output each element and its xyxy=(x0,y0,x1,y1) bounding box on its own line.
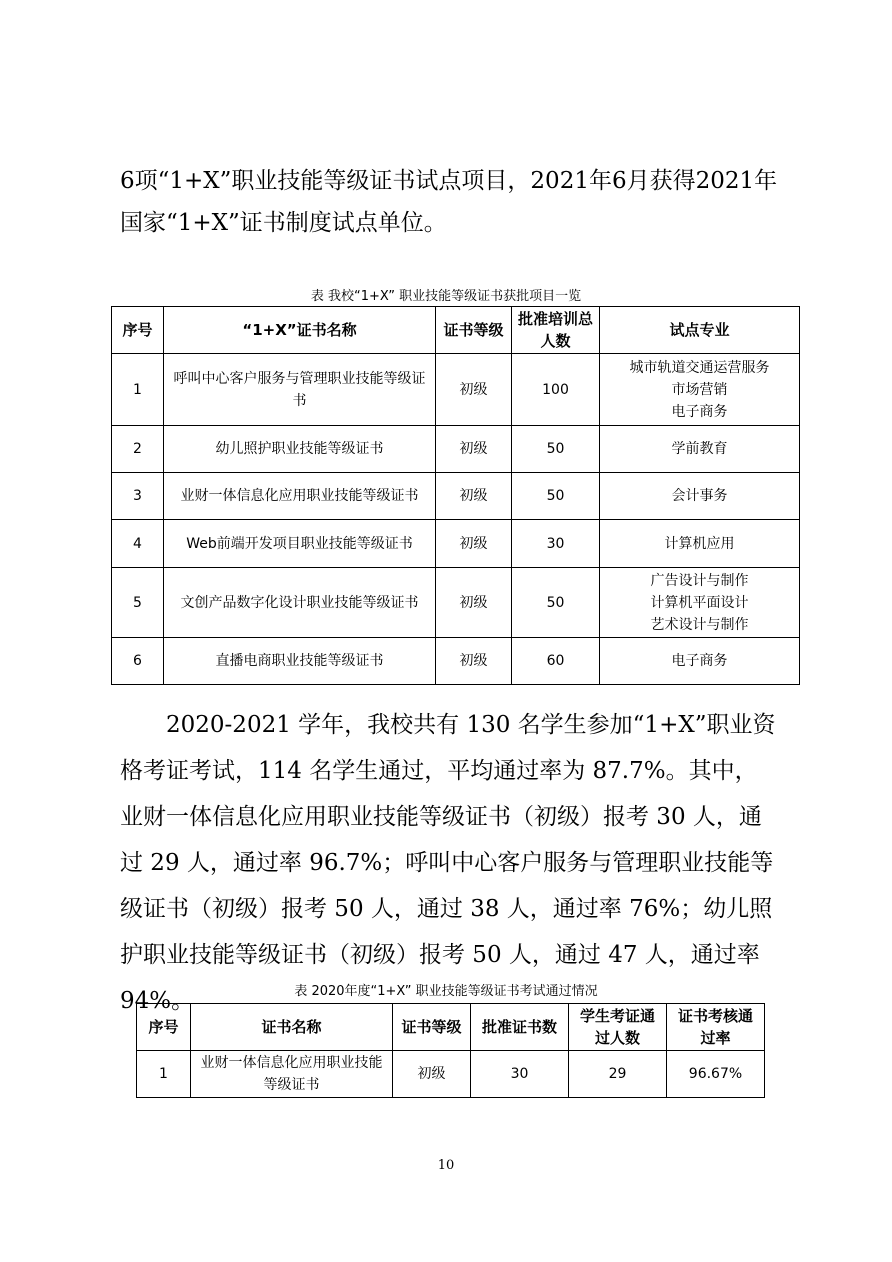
table-header-row xyxy=(137,1004,765,1051)
row-majors xyxy=(600,568,800,638)
intro-line-1: 6项“1+X”职业技能等级证书试点项目，2021年6月获得2021年 xyxy=(120,168,778,194)
row-cert-name: 业财一体信息化应用职业技能等级证书 xyxy=(164,473,436,520)
table1-caption: 表 我校“1+X” 职业技能等级证书获批项目一览 xyxy=(310,289,582,304)
row-count: 50 xyxy=(512,568,600,638)
row-no: 4 xyxy=(112,520,164,568)
row-rate: 96.67% xyxy=(667,1051,765,1098)
header-level: 证书等级 xyxy=(393,1004,471,1051)
row-no: 3 xyxy=(112,473,164,520)
row-majors xyxy=(600,638,800,685)
row-no: 5 xyxy=(112,568,164,638)
header-no: 序号 xyxy=(112,307,164,354)
major-item: 广告设计与制作 xyxy=(650,572,749,589)
intro-paragraph xyxy=(120,160,780,244)
row-cert-name: 幼儿照护职业技能等级证书 xyxy=(164,426,436,473)
major-item: 电子商务 xyxy=(671,403,728,420)
header-majors: 试点专业 xyxy=(600,307,800,354)
row-count: 60 xyxy=(512,638,600,685)
major-item: 计算机平面设计 xyxy=(650,594,749,611)
intro-line-2: 国家“1+X”证书制度试点单位。 xyxy=(120,210,447,236)
row-passed: 29 xyxy=(569,1051,667,1098)
header-cert-name: 证书名称 xyxy=(191,1004,393,1051)
row-level: 初级 xyxy=(436,426,512,473)
results-paragraph xyxy=(120,702,780,1024)
table-row xyxy=(112,354,800,426)
row-level: 初级 xyxy=(436,638,512,685)
row-majors xyxy=(600,473,800,520)
row-cert-name: 文创产品数字化设计职业技能等级证书 xyxy=(164,568,436,638)
major-item: 艺术设计与制作 xyxy=(650,616,749,633)
header-passed: 学生考证通过人数 xyxy=(569,1004,667,1051)
row-count: 50 xyxy=(512,426,600,473)
major-item: 城市轨道交通运营服务 xyxy=(629,359,770,376)
row-majors xyxy=(600,426,800,473)
table-row xyxy=(112,568,800,638)
row-level: 初级 xyxy=(436,568,512,638)
row-level: 初级 xyxy=(393,1051,471,1098)
table-row xyxy=(112,520,800,568)
header-level: 证书等级 xyxy=(436,307,512,354)
row-level: 初级 xyxy=(436,520,512,568)
row-majors xyxy=(600,354,800,426)
header-no: 序号 xyxy=(137,1004,191,1051)
row-level: 初级 xyxy=(436,354,512,426)
row-approved: 30 xyxy=(471,1051,569,1098)
row-count: 100 xyxy=(512,354,600,426)
table-row xyxy=(112,426,800,473)
row-cert-name: Web前端开发项目职业技能等级证书 xyxy=(164,520,436,568)
header-rate: 证书考核通过率 xyxy=(667,1004,765,1051)
row-cert-name: 业财一体信息化应用职业技能等级证书 xyxy=(191,1051,393,1098)
header-cert-name: “1+X”证书名称 xyxy=(164,307,436,354)
major-item: 会计事务 xyxy=(671,488,728,504)
row-no: 2 xyxy=(112,426,164,473)
major-item: 学前教育 xyxy=(671,441,728,457)
row-no: 1 xyxy=(137,1051,191,1098)
row-cert-name: 呼叫中心客户服务与管理职业技能等级证书 xyxy=(164,354,436,426)
table-row xyxy=(112,473,800,520)
row-no: 1 xyxy=(112,354,164,426)
table-header-row xyxy=(112,307,800,354)
row-no: 6 xyxy=(112,638,164,685)
header-count: 批准培训总人数 xyxy=(512,307,600,354)
major-item: 市场营销 xyxy=(671,381,728,398)
page-number: 10 xyxy=(437,1158,455,1173)
row-majors xyxy=(600,520,800,568)
row-cert-name: 直播电商职业技能等级证书 xyxy=(164,638,436,685)
row-count: 30 xyxy=(512,520,600,568)
table-row xyxy=(137,1051,765,1098)
major-item: 计算机应用 xyxy=(664,535,735,552)
row-level: 初级 xyxy=(436,473,512,520)
header-approved: 批准证书数 xyxy=(471,1004,569,1051)
exam-results-table xyxy=(136,1003,765,1098)
major-item: 电子商务 xyxy=(671,653,728,669)
table-row xyxy=(112,638,800,685)
table2-caption: 表 2020年度“1+X” 职业技能等级证书考试通过情况 xyxy=(294,984,598,999)
approved-projects-table xyxy=(111,306,800,685)
results-text: 2020-2021 学年，我校共有 130 名学生参加“1+X”职业资格考证考试，114 名学生通过，平均通过率为 87.7%。其中，业财一体信息化应用职业技能等级证书（初级）报考 30 人，通过 29 人，通过率 96.7%；呼叫中心客户服务与管理职业技能等级证书（初级）报考 50 人，通过 38 人，通过率 76%；幼儿照护职业技能等级证书（初级）报考 50 人，通过 47 人，通过率 94%。 xyxy=(120,712,776,1014)
row-count: 50 xyxy=(512,473,600,520)
